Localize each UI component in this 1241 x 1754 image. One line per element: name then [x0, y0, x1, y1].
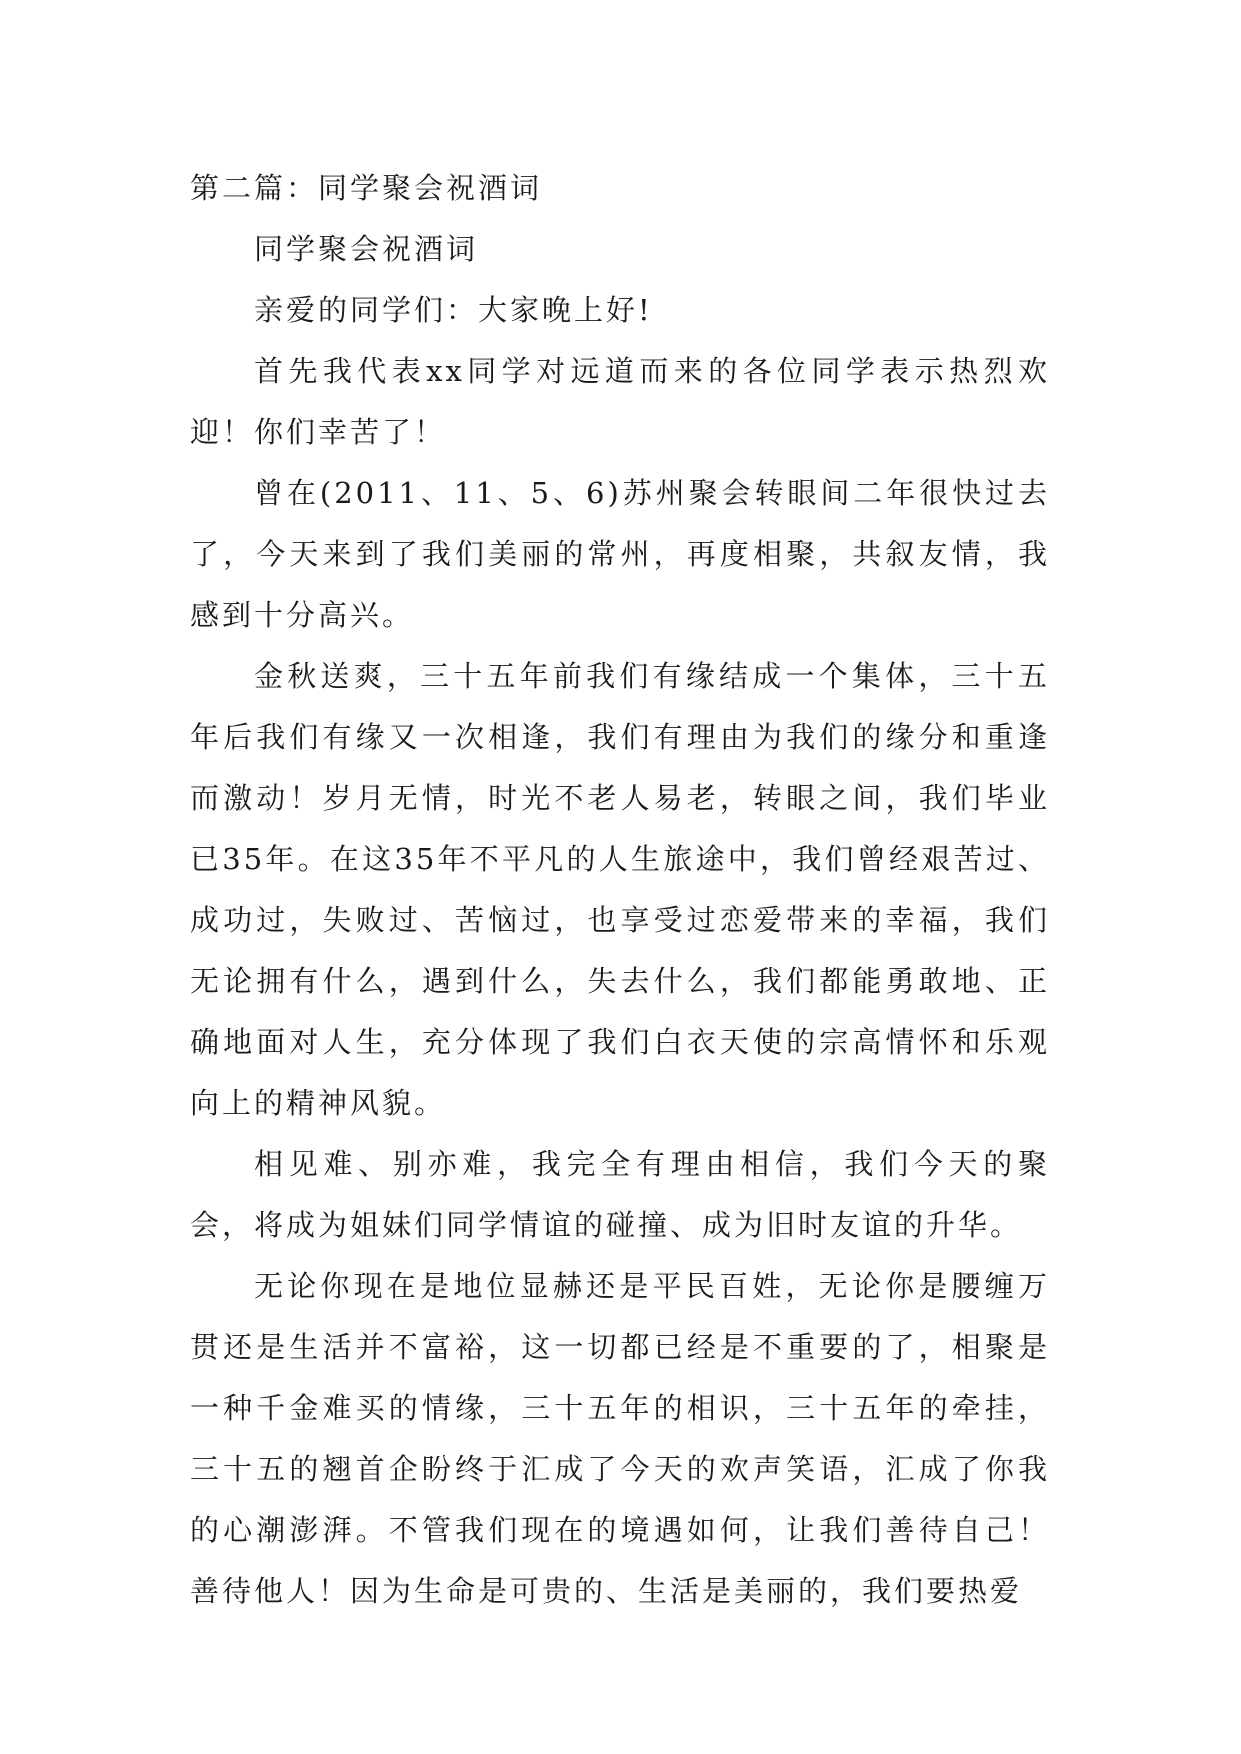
- paragraph-thirty-five-years: 金秋送爽，三十五年前我们有缘结成一个集体，三十五年后我们有缘又一次相逢，我们有理由为我们的缘分和重逢而激动！岁月无情，时光不老人易老，转眼之间，我们毕业已35年。在这35年不平凡的人生旅途中，我们曾经艰苦过、成功过，失败过、苦恼过，也享受过恋爱带来的幸福，我们无论拥有什么，遇到什么，失去什么，我们都能勇敢地、正确地面对人生，充分体现了我们白衣天使的宗高情怀和乐观向上的精神风貌。: [190, 659, 1050, 1120]
- paragraph-previous-reunion: 曾在(2011、11、5、6)苏州聚会转眼间二年很快过去了，今天来到了我们美丽的常州，再度相聚，共叙友情，我感到十分高兴。: [190, 476, 1050, 632]
- document-body: [190, 158, 1050, 1622]
- paragraph-whatever-status: 无论你现在是地位显赫还是平民百姓，无论你是腰缠万贯还是生活并不富裕，这一切都已经是不重要的了，相聚是一种千金难买的情缘，三十五年的相识，三十五年的牵挂，三十五的翘首企盼终于汇成了今天的欢声笑语，汇成了你我的心潮澎湃。不管我们现在的境遇如何，让我们善待自己！善待他人！因为生命是可贵的、生活是美丽的，我们要热爱: [190, 1269, 1050, 1608]
- document-title: 同学聚会祝酒词: [254, 232, 479, 266]
- paragraph-greeting: 亲爱的同学们：大家晚上好!: [254, 293, 653, 327]
- paragraph-meeting-is-hard: 相见难、别亦难，我完全有理由相信，我们今天的聚会，将成为姐妹们同学情谊的碰撞、成为旧时友谊的升华。: [190, 1147, 1050, 1242]
- paragraph-welcome: 首先我代表xx同学对远道而来的各位同学表示热烈欢迎！你们幸苦了！: [190, 354, 1050, 449]
- chapter-heading: 第二篇：同学聚会祝酒词: [190, 171, 543, 205]
